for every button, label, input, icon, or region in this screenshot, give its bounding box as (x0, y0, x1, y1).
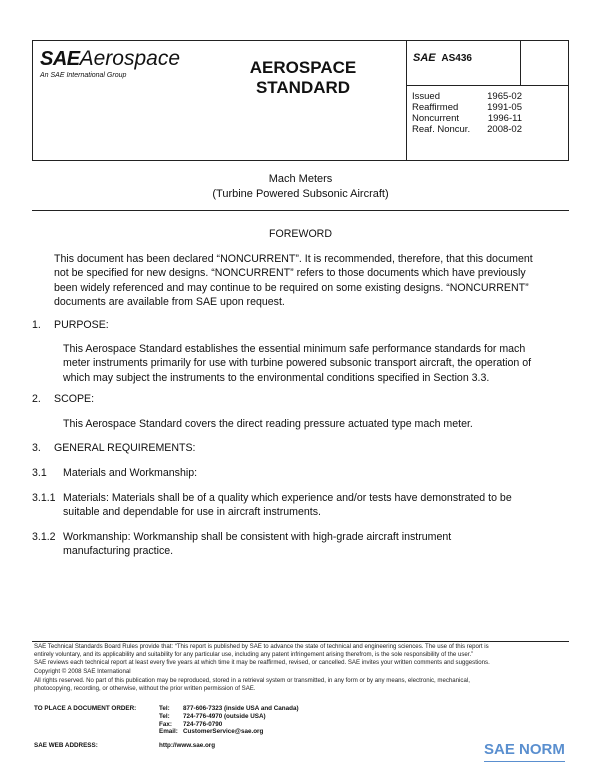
footer-notice-line: photocopying, recording, or otherwise, without the prior written permission of SAE. (34, 684, 256, 692)
contact-row (159, 713, 299, 721)
contact-row (159, 705, 299, 713)
meta-row-reaffirmed (412, 102, 522, 113)
section-3-1-heading (32, 466, 197, 480)
contact-label: Email: (159, 728, 178, 736)
section-3-heading (32, 441, 195, 455)
doc-prefix: SAE (413, 52, 436, 64)
section-2-heading (32, 392, 94, 406)
footer-notice (34, 643, 569, 692)
standard-type-title (232, 58, 374, 98)
logo-tagline: An SAE International Group (40, 72, 127, 79)
order-label: TO PLACE A DOCUMENT ORDER: (34, 705, 137, 712)
title-rule (32, 210, 569, 211)
contact-value: 877-606-7323 (inside USA and Canada) (183, 705, 299, 712)
foreword-line: not be specified for new designs. “NONCURRENT” refers to those documents which have previously (54, 267, 526, 280)
section-number: 2. (32, 393, 41, 405)
footer-rule (32, 641, 569, 642)
logo-sae-text: SAE (40, 48, 80, 70)
sae-norm-logo (484, 741, 565, 762)
section-3-1-2-line: manufacturing practice. (63, 545, 174, 558)
section-3-1-2-line: Workmanship: Workmanship shall be consistent with high-grade aircraft instrument (63, 531, 452, 543)
web-address-label: SAE WEB ADDRESS: (34, 742, 98, 749)
footer-notice-line: entirely voluntary, and its applicability and suitability for any particular use, including any patent infringement arising therefrom, is the sole responsibility of the user.” (34, 650, 474, 658)
header-divider-vertical-2 (520, 40, 521, 85)
footer-notice-line: SAE Technical Standards Board Rules provide that: “This report is published by SAE to advance the state of technical and engineering sciences. The use of this report is (34, 643, 489, 650)
foreword-heading: FOREWORD (269, 228, 332, 240)
section-number: 3.1.2 (32, 531, 56, 543)
section-1-heading (32, 318, 109, 332)
meta-row-reaf-noncur (412, 124, 522, 135)
contact-label: Fax: (159, 720, 172, 728)
doc-number-value: AS436 (441, 53, 472, 64)
meta-value: 1996-11 (487, 113, 522, 124)
header-divider-horizontal (406, 85, 569, 86)
section-3-1-1-line: Materials: Materials shall be of a quality which experience and/or tests have demonstrated to be (63, 492, 512, 504)
section-1-paragraph (63, 342, 531, 385)
section-number: 3.1.1 (32, 492, 56, 504)
document-number (413, 52, 472, 64)
standard-type-line2: STANDARD (255, 78, 351, 97)
header-divider-vertical-1 (406, 40, 407, 161)
web-address-link[interactable]: http://www.sae.org (159, 742, 216, 749)
section-3-1-1-text (63, 491, 512, 520)
document-title-line1: Mach Meters (268, 173, 333, 185)
footer-notice-line: SAE reviews each technical report at least every five years at which time it may be reaffirmed, revised, or cancelled. SAE invites your written comments and suggestions. (34, 658, 490, 666)
foreword-paragraph (54, 252, 533, 309)
logo-aerospace-text: Aerospace (79, 47, 181, 70)
sae-norm-logo-text: SAE NORM (484, 741, 565, 758)
section-number: 3.1 (32, 467, 47, 479)
sae-aerospace-logo (40, 47, 180, 71)
foreword-line: documents are available from SAE upon request. (54, 295, 285, 308)
section-3-1-2 (32, 530, 451, 559)
contact-value[interactable]: CustomerService@sae.org (183, 728, 264, 736)
sae-norm-logo-underline (484, 761, 565, 762)
section-title: GENERAL REQUIREMENTS: (54, 442, 196, 454)
section-title: PURPOSE: (54, 319, 109, 331)
section-1-line: which may subject the instruments to the environmental conditions specified in Section 3.3. (63, 371, 490, 384)
meta-label: Reaf. Noncur. (412, 124, 471, 135)
meta-label: Issued (412, 91, 440, 102)
meta-label: Noncurrent (412, 113, 459, 124)
meta-row-issued (412, 91, 522, 102)
section-1-line: This Aerospace Standard establishes the essential minimum safe performance standards for mach (63, 343, 526, 355)
contact-value: 724-776-4970 (outside USA) (183, 712, 266, 720)
section-number: 1. (32, 319, 41, 331)
meta-label: Reaffirmed (412, 102, 459, 113)
order-contacts (159, 705, 299, 736)
footer-notice-line: Copyright © 2008 SAE International (34, 667, 131, 675)
contact-label: Tel: (159, 712, 170, 720)
document-title (32, 172, 569, 202)
date-metadata (412, 91, 522, 135)
foreword-line: This document has been declared “NONCURRENT”. It is recommended, therefore, that this document (54, 253, 533, 265)
section-2-paragraph: This Aerospace Standard covers the direct reading pressure actuated type mach meter. (63, 418, 473, 430)
meta-value: 2008-02 (487, 124, 522, 135)
contact-value: 724-776-0790 (183, 720, 223, 728)
meta-row-noncurrent (412, 113, 522, 124)
foreword-line: been widely referenced and may continue to be required on some existing designs. “NONCURRENT” (54, 281, 529, 294)
footer-notice-line: All rights reserved. No part of this publication may be reproduced, stored in a retrieval system or transmitted, in any form or by any means, electronic, mechanical, (34, 676, 470, 684)
meta-value: 1965-02 (487, 91, 522, 102)
meta-value: 1991-05 (487, 102, 522, 113)
section-title: Materials and Workmanship: (63, 467, 198, 479)
section-3-1-2-text (63, 530, 451, 559)
contact-row (159, 728, 299, 736)
section-title: SCOPE: (54, 393, 95, 405)
section-3-1-1-line: suitable and dependable for use in aircraft instruments. (63, 506, 321, 519)
contact-label: Tel: (159, 705, 170, 712)
document-title-line2: (Turbine Powered Subsonic Aircraft) (212, 188, 389, 200)
section-3-1-1 (32, 491, 512, 520)
contact-row (159, 721, 299, 729)
section-1-line: meter instruments primarily for use with turbine powered subsonic transport aircraft, the operation of (63, 357, 532, 370)
section-number: 3. (32, 442, 41, 454)
standard-type-line1: AEROSPACE (249, 58, 357, 77)
